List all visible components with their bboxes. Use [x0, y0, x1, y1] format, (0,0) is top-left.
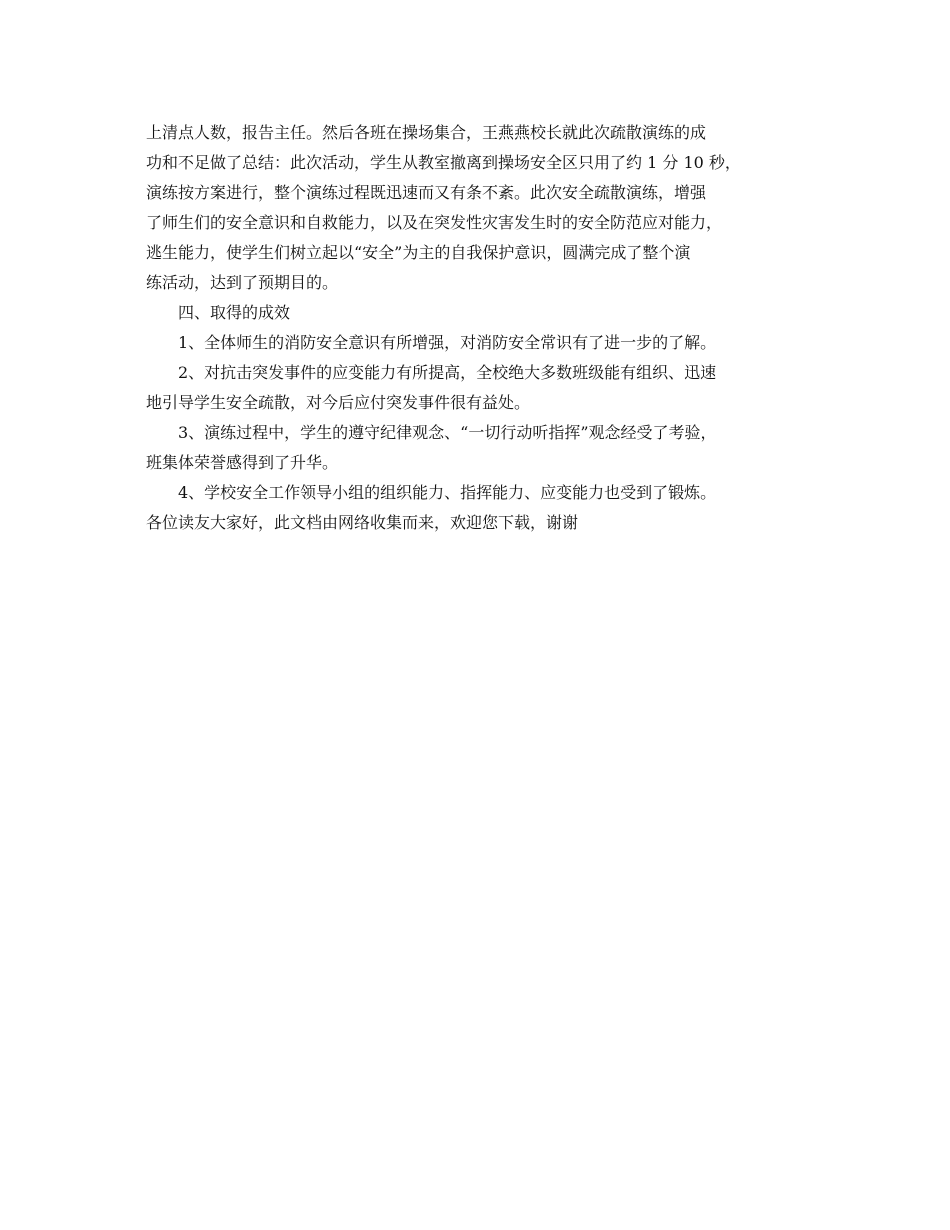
list-item: 1、全体师生的消防安全意识有所增强，对消防安全常识有了进一步的了解。	[178, 333, 717, 352]
paragraph-line: 练活动，达到了预期目的。	[146, 273, 339, 292]
document-body	[146, 118, 826, 538]
paragraph-line: 逃生能力，使学生们树立起以“安全”为主的自我保护意识，圆满完成了整个演	[146, 243, 691, 262]
list-item: 3、演练过程中，学生的遵守纪律观念、“一切行动听指挥”观念经受了考验，	[178, 423, 717, 442]
list-item: 4、学校安全工作领导小组的组织能力、指挥能力、应变能力也受到了锻炼。	[178, 483, 717, 502]
paragraph-line: 上清点人数，报告主任。然后各班在操场集合，王燕燕校长就此次疏散演练的成	[146, 123, 707, 142]
list-item-continuation: 地引导学生安全疏散，对今后应付突发事件很有益处。	[146, 393, 531, 412]
paragraph-line: 了师生们的安全意识和自救能力，以及在突发性灾害发生时的安全防范应对能力，	[146, 213, 723, 232]
list-item-continuation: 班集体荣誉感得到了升华。	[146, 453, 339, 472]
closing-note: 各位读友大家好，此文档由网络收集而来，欢迎您下载，谢谢	[146, 513, 579, 532]
section-heading: 四、取得的成效	[178, 303, 291, 322]
paragraph-line: 功和不足做了总结：此次活动，学生从教室撤离到操场安全区只用了约 1 分 10 秒，	[146, 153, 741, 172]
list-item: 2、对抗击突发事件的应变能力有所提高，全校绝大多数班级能有组织、迅速	[178, 363, 717, 382]
paragraph-line: 演练按方案进行，整个演练过程既迅速而又有条不紊。此次安全疏散演练，增强	[146, 183, 707, 202]
